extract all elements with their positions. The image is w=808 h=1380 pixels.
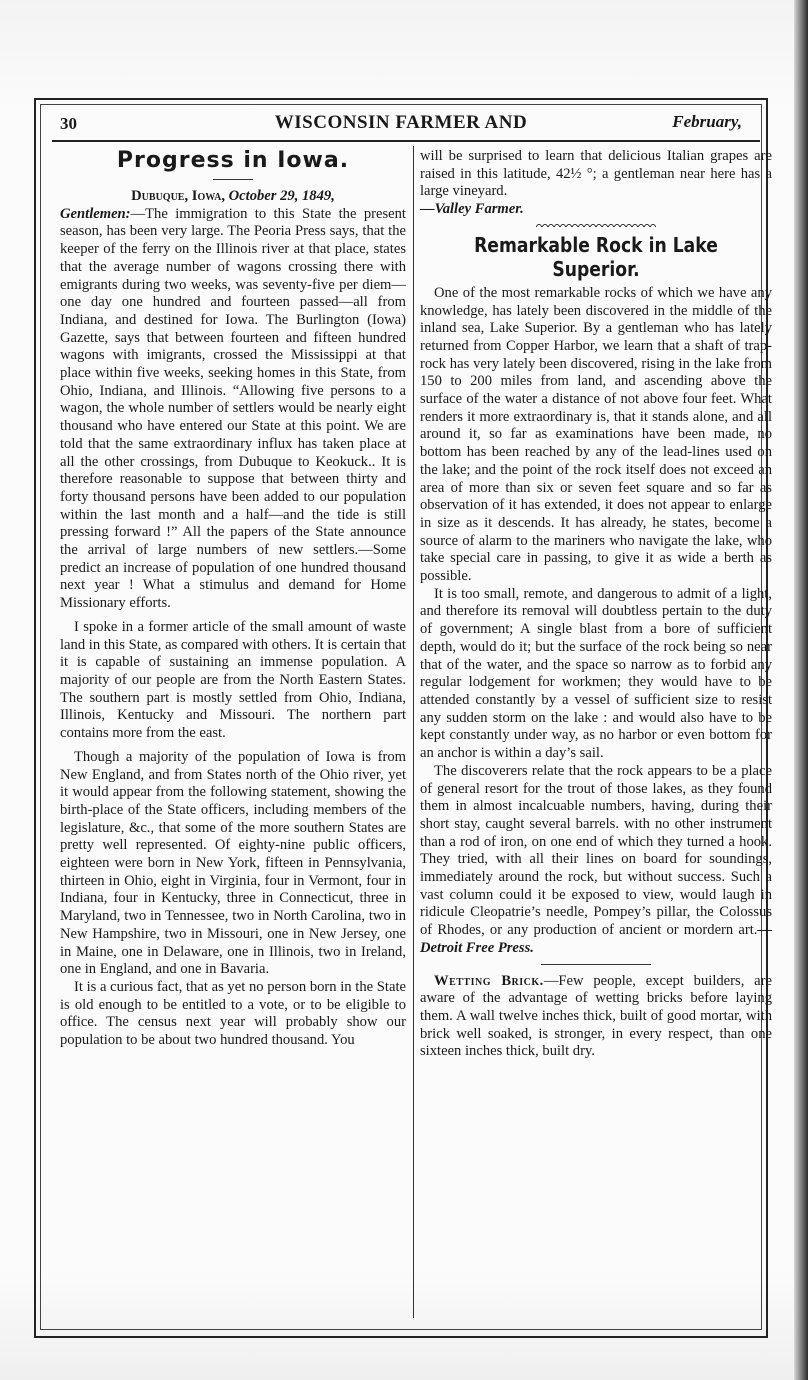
- page-number: 30: [60, 114, 77, 133]
- title-rule: [213, 179, 253, 180]
- source-credit: —Valley Farmer.: [420, 201, 524, 218]
- issue-month: February,: [672, 112, 742, 131]
- lead-in: Wetting Brick.: [434, 972, 544, 989]
- paragraph: [60, 206, 406, 613]
- paragraph: [420, 973, 772, 1062]
- paragraph-text: —The immigration to this State the present season, has been very large. The Peoria Press says, that the keeper of the ferry on the Illinois river at that place, states that the average number of wagons crossing there with emigrants during two weeks, was seventy-five per diem—one day one hundred and fourteen passed—all from Indiana, and destined for Iowa. The Burlington (Iowa) Gazette, says that between fourteen and fifteen hundred wagons with imigrants, crossed the Mississippi at that place within five weeks, seeking homes in this State, from Ohio, Indiana, and Illinois. “Allowing five persons to a wagon, the whole number of settlers would be nearly eight thousand who have entered our State at this point. We are told that the same extraordinary influx has taken place at all the other crossings, from Dubuque to Keokuck.. It is therefore reasonable to suppose that between thirty and forty thousand persons have been added to our population within the last month and a half—and the tide is still pressing forward !” All the papers of the State announce the arrival of large numbers of new settlers.—Some predict an increase of population of one hundred thousand next year ! What a stimulus and demand for Home Missionary efforts.: [60, 205, 406, 612]
- paragraph: The discoverers relate that the rock appears to be a place of general resort for the trout of those lakes, as they found them in almost incalcuable numbers, having, during their short stay, caught several barrels. with no other instrument than a rod of iron, on one end of which they turned a hook. They tried, with all their lines on board for soundings, immediately around the rock, but without success. Such a vast column could it be exposed to view, would laugh in ridicule Cleopatrie’s needle, Pompey’s pillar, the Colossus of Rhodes, or any production of ancient or mordern art.—Detroit Free Press.: [420, 762, 772, 956]
- masthead-title: WISCONSIN FARMER AND: [274, 112, 528, 133]
- left-column: [60, 148, 406, 1050]
- source-credit: —Detroit Free Press.: [420, 922, 772, 956]
- column-divider: [413, 146, 414, 1318]
- article-title-iowa: Progress in Iowa.: [116, 148, 350, 173]
- paragraph-text: —Few people, except builders, are aware of the advantage of wetting bricks before laying them. A wall twelve inches thick, built of good mortar, with brick well soaked, is stronger, in every respect, than one sixteen inches thick, built dry.: [420, 972, 772, 1060]
- continuation-paragraph: will be surprised to learn that delicious Italian grapes are raised in this latitude, 42½ °; a gentleman near here has a large vineyard.: [420, 148, 772, 200]
- section-rule: [541, 964, 651, 965]
- ornamental-rule: [536, 221, 656, 227]
- salutation: Gentlemen:: [60, 205, 131, 222]
- article-title-rock: Remarkable Rock in Lake Superior.: [474, 232, 718, 281]
- paragraph: It is too small, remote, and dangerous to admit of a light, and therefore its removal will doubtless pertain to the duty of government; A single blast from a bore of sufficient depth, would do it; but the surface of the rock being so near that of the water, and the space so narrow as to forbid any regular lodgement for workmen; they would have to be attended constantly by a vessel of sufficient size to resist any sudden storm on the lake : and would also have to be kept constantly under way, as no harbor or even bottom for an anchor is within a day’s sail.: [420, 585, 772, 762]
- paragraph: I spoke in a former article of the small amount of waste land in this State, as compared with others. It is certain that it is capable of sustaining an immense population. A majority of our people are from the North Eastern States. The southern part is mostly settled from Ohio, Indiana, Illinois, Kentucky and Missouri. The northern part contains more from the east.: [60, 618, 406, 742]
- right-column: [420, 148, 772, 1061]
- paragraph: It is a curious fact, that as yet no person born in the State is old enough to be entitled to a vote, or to be eligible to office. The census next year will probably show our population to be about two hundred thousand. You: [60, 978, 406, 1049]
- paragraph: One of the most remarkable rocks of which we have any knowledge, has lately been discovered in the middle of the inland sea, Lake Superior. By a gentleman who has lately returned from Copper Harbor, we learn that a shaft of trap-rock has very lately been discovered, rising in the lake from 150 to 200 miles from land, and ascending above the surface of the water a distance of not above four feet. What renders it more extraordinary is, that it stands alone, and all around it, so far as examinations have been made, no bottom has been reached by any of the lead-lines used on the lake; and the point of the rock itself does not exceed an area of more than six or seven feet square and so far as observation of it has extended, it does not appear to enlarge in size as it descends. It has already, he states, become a source of alarm to the mariners who navigate the lake, who take special care in passing, to give it as wide a berth as possible.: [420, 284, 772, 585]
- page-header: [56, 108, 746, 138]
- paragraph: Though a majority of the population of Iowa is from New England, and from States north of the Ohio river, yet it would appear from the following statement, showing the birth-place of the State officers, including members of the legislature, &c., that some of the more southern States are pretty well represented. Of eighty-nine public officers, eighteen were born in New York, fifteen in Pennsylvania, thirteen in Ohio, eight in Virginia, four in Vermont, four in Indiana, four in Kentucky, three in Connecticut, three in Maryland, two in Tennessee, two in North Carolina, two in New Hampshire, two in Missouri, one in New Jersey, one in Maine, one in Delaware, one in Illinois, two in Ireland, one in England, and one in Bavaria.: [60, 748, 406, 978]
- page-edge-shadow: [794, 0, 808, 1380]
- dateline: [60, 188, 406, 206]
- dateline-date: October 29, 1849,: [228, 188, 335, 204]
- header-rule: [52, 140, 760, 142]
- dateline-place: Dubuque, Iowa,: [131, 188, 225, 204]
